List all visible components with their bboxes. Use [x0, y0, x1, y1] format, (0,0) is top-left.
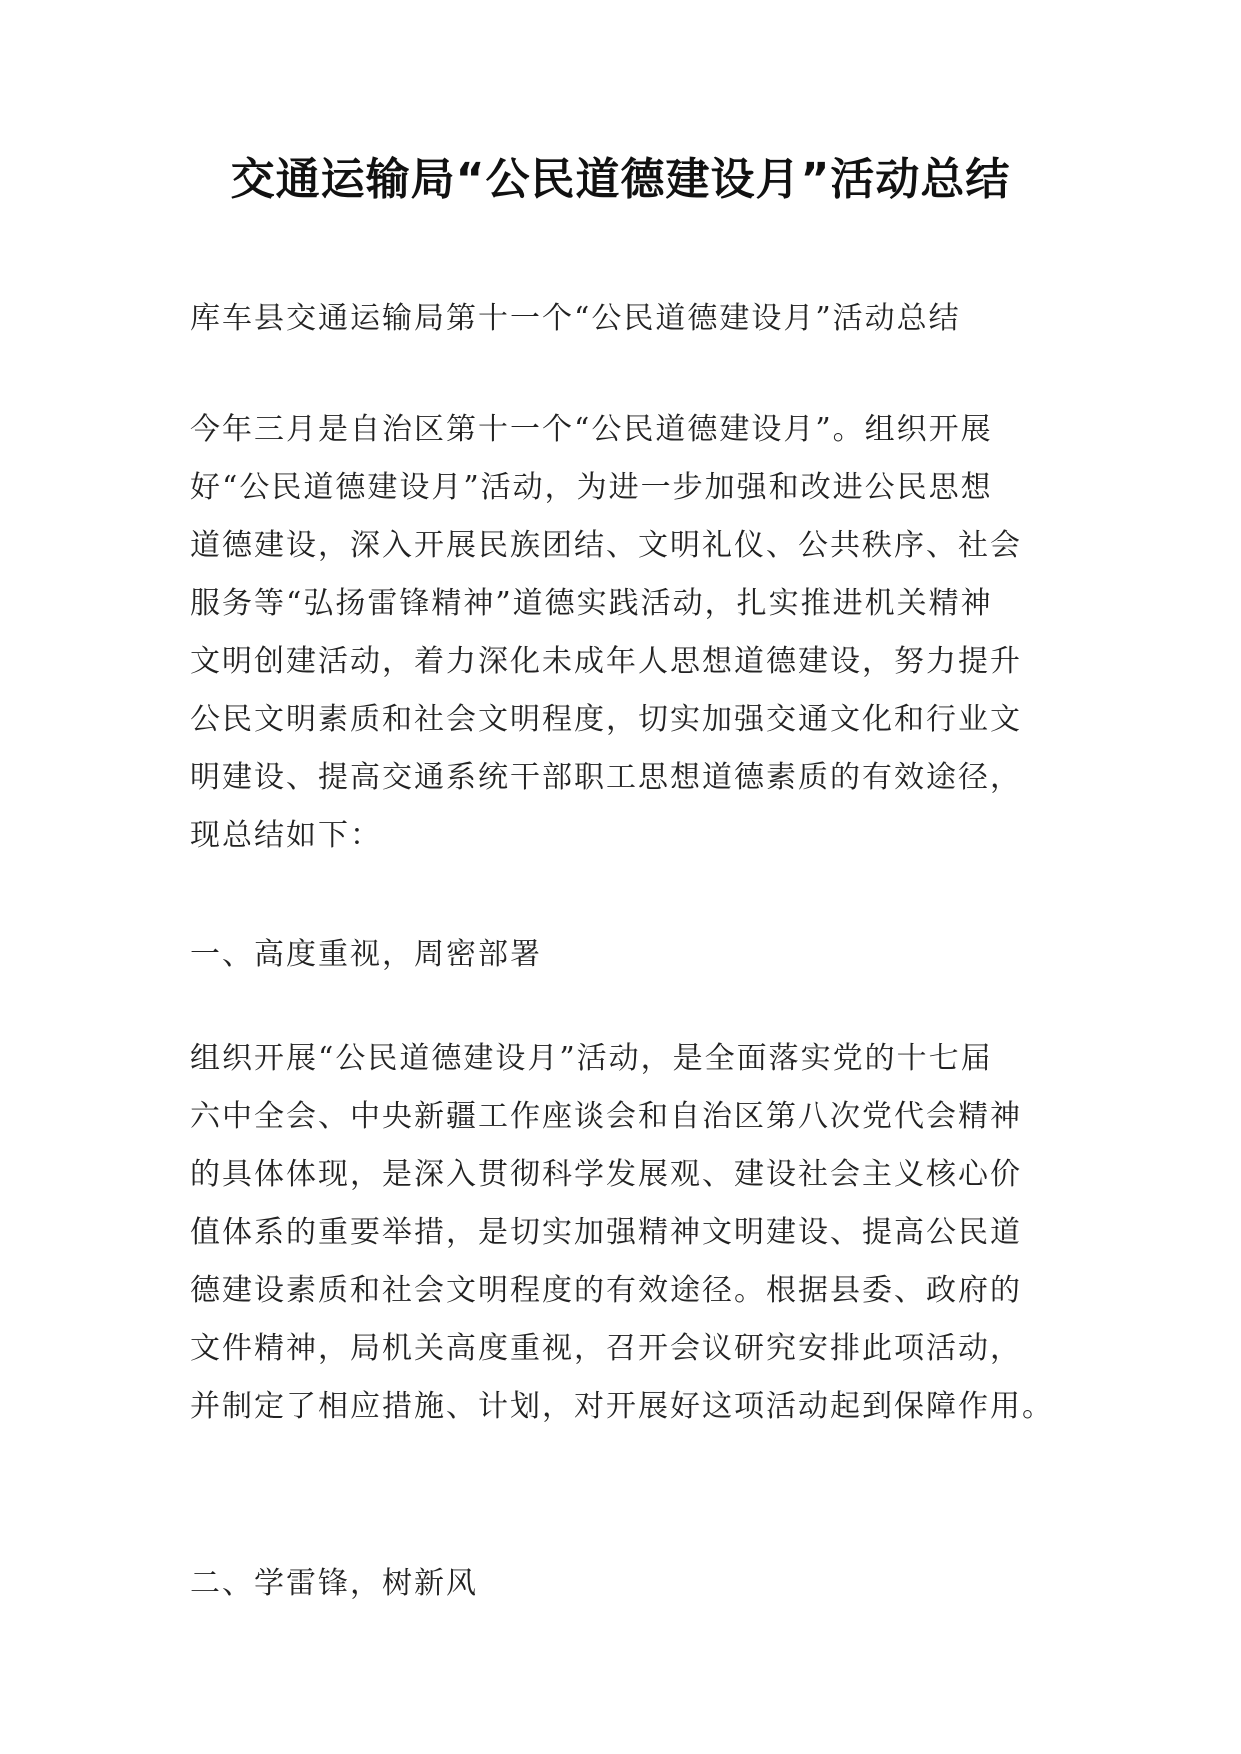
document-title: 交通运输局“公民道德建设月”活动总结	[230, 154, 1011, 205]
paragraph-section-1	[190, 1030, 1054, 1436]
paragraph-line: 并制定了相应措施、计划，对开展好这项活动起到保障作用。	[190, 1389, 1054, 1424]
section-heading-1: 一、高度重视，周密部署	[190, 937, 542, 972]
paragraph-line: 好“公民道德建设月”活动，为进一步加强和改进公民思想	[190, 470, 993, 505]
paragraph-intro	[190, 401, 1050, 865]
paragraph-line: 道德建设，深入开展民族团结、文明礼仪、公共秩序、社会	[190, 528, 1022, 563]
document-subtitle: 库车县交通运输局第十一个“公民道德建设月”活动总结	[190, 301, 961, 336]
paragraph-line: 服务等“弘扬雷锋精神”道德实践活动，扎实推进机关精神	[190, 586, 993, 621]
paragraph-line: 现总结如下：	[190, 818, 382, 853]
paragraph-line: 的具体体现，是深入贯彻科学发展观、建设社会主义核心价	[190, 1157, 1022, 1192]
paragraph-line: 明建设、提高交通系统干部职工思想道德素质的有效途径，	[190, 760, 1022, 795]
paragraph-line: 六中全会、中央新疆工作座谈会和自治区第八次党代会精神	[190, 1099, 1022, 1134]
paragraph-line: 组织开展“公民道德建设月”活动，是全面落实党的十七届	[190, 1041, 993, 1076]
paragraph-line: 文件精神，局机关高度重视，召开会议研究安排此项活动，	[190, 1331, 1022, 1366]
section-heading-2: 二、学雷锋，树新风	[190, 1566, 478, 1601]
paragraph-line: 公民文明素质和社会文明程度，切实加强交通文化和行业文	[190, 702, 1022, 737]
paragraph-line: 德建设素质和社会文明程度的有效途径。根据县委、政府的	[190, 1273, 1022, 1308]
paragraph-line: 今年三月是自治区第十一个“公民道德建设月”。组织开展	[190, 412, 993, 447]
paragraph-line: 值体系的重要举措，是切实加强精神文明建设、提高公民道	[190, 1215, 1022, 1250]
paragraph-line: 文明创建活动，着力深化未成年人思想道德建设，努力提升	[190, 644, 1022, 679]
